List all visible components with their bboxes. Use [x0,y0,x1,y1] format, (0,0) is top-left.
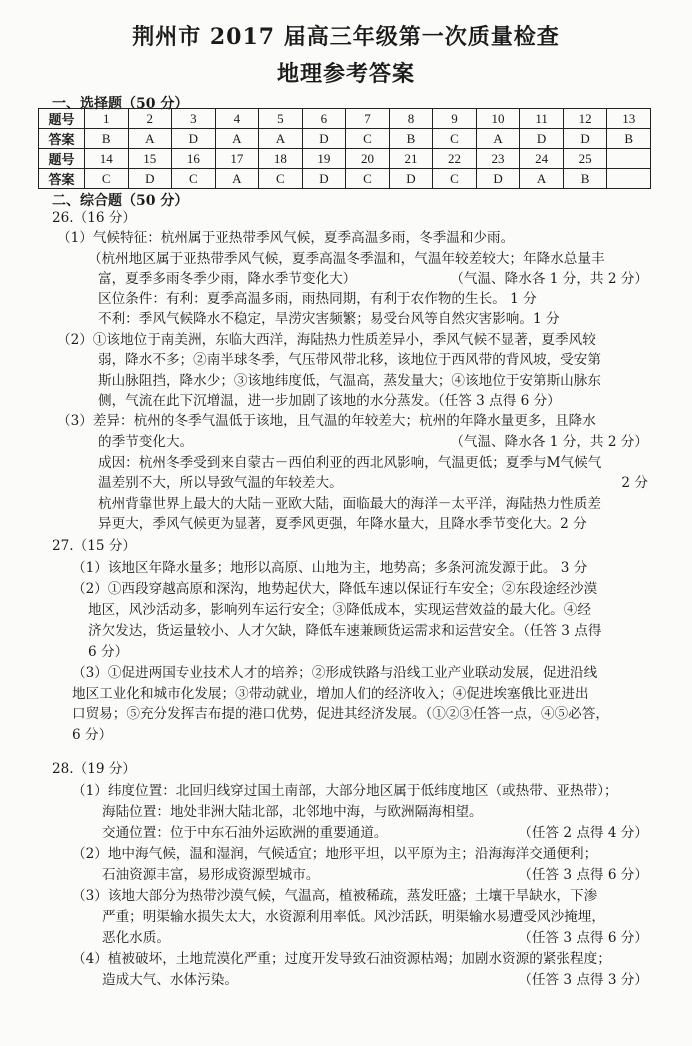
question-number-cell: 12 [563,109,607,129]
question-number-cell: 19 [302,149,346,169]
question-number-cell: 2 [128,109,172,129]
answer-line [98,270,648,288]
question-number-cell: 4 [215,109,259,129]
answer-line-text: 26.（16 分） [52,210,137,226]
answer-line [52,537,136,555]
answer-line-text: 异更大，季风气候更为显著，夏季风更强，年降水量大，且降水季节变化大。2 分 [98,516,587,532]
answer-line [88,250,605,268]
answer-line-text: 侧，气流在此下沉增温，进一步加剧了该地的水分蒸发。（任答 3 点得 6 分） [98,393,561,409]
answer-line [72,845,597,863]
page-title: 荆州市 2017 届高三年级第一次质量检查 [132,24,560,50]
question-number-cell: 22 [433,149,477,169]
answer-cell: A [128,129,172,149]
score-note: （任答 3 点得 3 分） [518,972,648,988]
answer-line [72,559,587,577]
answer-line-text: （3）差异：杭州的冬季气温低于该地，且气温的年较差大；杭州的年降水量更多，且降水 [57,413,596,429]
answer-cell: A [215,169,259,189]
score-note: （任答 3 点得 6 分） [518,867,648,883]
answer-line-text: （1）气候特征：杭州属于亚热带季风气候，夏季高温多雨，冬季温和少雨。 [57,230,515,246]
answer-line-text: 弱，降水不多；②南半球冬季，气压带风带北移，该地位于西风带的背风坡，受安第 [98,352,601,368]
answer-line-text: 区位条件：有利：夏季高温多雨，雨热同期，有利于农作物的生长。 1 分 [98,291,537,307]
score-note: 2 分 [621,475,648,491]
answer-line-text: （4）植被破坏，土地荒漠化严重；过度开发导致石油资源枯竭；加剧水资源的紧张程度； [72,951,611,967]
answer-line [102,908,605,926]
answer-line [72,705,609,723]
answer-cell: C [85,169,129,189]
question-number-cell: 14 [85,149,129,169]
answer-line-text: 6 分） [72,727,113,743]
answer-line [102,824,648,842]
answer-row [39,129,651,149]
answer-line [72,685,589,703]
answer-cell: C [433,169,477,189]
answer-line [102,971,648,989]
answer-cell: C [346,129,390,149]
answer-line-text: 27.（15 分） [52,538,137,554]
answer-table [38,108,651,189]
answer-line-text: 斯山脉阻挡，降水少；③该地纬度低，气温高，蒸发量大；④该地位于安第斯山脉东 [98,373,601,389]
answer-line [72,580,597,598]
answer-line [98,310,560,328]
question-number-cell: 13 [607,109,651,129]
question-number-cell: 20 [346,149,390,169]
answer-line-text: 的季节变化大。 [98,434,194,450]
answer-cell: C [346,169,390,189]
score-note: （任答 2 点得 4 分） [518,825,648,841]
answer-cell: D [128,169,172,189]
answer-line-text: 温差别不大，所以导致气温的年较差大。 [98,475,343,491]
section-comprehensive-heading: 二、综合题（50 分） [52,193,189,209]
answer-line-text: 28.（19 分） [52,761,137,777]
answer-line [88,643,128,661]
answer-cell: B [607,129,651,149]
answer-line-text: 造成大气、水体污染。 [102,972,238,988]
answer-line [98,392,561,410]
score-note: （气温、降水各 1 分，共 2 分） [450,434,648,450]
answer-line [72,782,618,800]
question-number-cell: 24 [520,149,564,169]
score-note: （气温、降水各 1 分，共 2 分） [450,271,648,287]
answer-line [102,866,648,884]
answer-line-text: 富，夏季多雨冬季少雨，降水季节变化大） [98,271,357,287]
question-number-cell: 1 [85,109,129,129]
question-number-cell: 11 [520,109,564,129]
answer-cell: C [259,169,303,189]
answer-line-text: （1）纬度位置：北回归线穿过国土南部，大部分地区属于低纬度地区（或热带、亚热带）； [72,783,618,799]
answer-line [52,760,136,778]
answer-cell [607,169,651,189]
question-number-cell: 18 [259,149,303,169]
question-number-cell: 15 [128,149,172,169]
answer-line-text: 地区，风沙活动多，影响列车运行安全；③降低成本，实现运营效益的最大化。④经 [88,602,591,618]
answer-line [57,412,596,430]
section-choice-heading: 一、选择题（50 分） [52,96,189,112]
answer-line [98,433,648,451]
answer-line [98,454,601,472]
answer-cell: B [563,169,607,189]
answer-cell: D [302,169,346,189]
answer-cell: C [433,129,477,149]
row-label: 答案 [39,169,85,189]
score-note: （任答 3 点得 6 分） [518,930,648,946]
answer-cell: D [302,129,346,149]
answer-line [102,929,648,947]
answer-line-text: 海陆位置：地处非洲大陆北部，北邻地中海，与欧洲隔海相望。 [102,804,483,820]
answer-line-text: 交通位置：位于中东石油外运欧洲的重要通道。 [102,825,388,841]
answer-line [72,664,597,682]
question-number-cell: 21 [389,149,433,169]
answer-line [72,950,611,968]
answer-cell: A [476,129,520,149]
answer-line-text: 成因：杭州冬季受到来自蒙古－西伯利亚的西北风影响，气温更低；夏季与M气候气 [98,455,602,471]
answer-line-text: （2）①西段穿越高原和深沟，地势起伏大，降低车速以保证行车安全；②东段途经沙漠 [72,581,598,597]
row-label: 题号 [39,109,85,129]
answer-cell: B [389,129,433,149]
question-number-cell: 9 [433,109,477,129]
question-number-cell: 7 [346,109,390,129]
answer-cell: D [520,129,564,149]
answer-line-text: （杭州地区属于亚热带季风气候，夏季高温冬季温和，气温年较差较大；年降水总量丰 [88,251,605,267]
answer-cell: D [563,129,607,149]
answer-line-text: 恶化水质。 [102,930,170,946]
answer-line [98,372,601,390]
question-number-cell: 17 [215,149,259,169]
answer-line [57,331,596,349]
answer-cell: A [215,129,259,149]
question-number-cell: 3 [172,109,216,129]
page-subtitle: 地理参考答案 [276,61,415,87]
row-label: 题号 [39,149,85,169]
answer-line [98,495,601,513]
answer-line-text: 石油资源丰富，易形成资源型城市。 [102,867,320,883]
answer-line [98,515,587,533]
answer-line-text: 杭州背靠世界上最大的大陆－亚欧大陆，面临最大的海洋－太平洋，海陆热力性质差 [98,496,601,512]
answer-cell: D [172,129,216,149]
answer-row [39,169,651,189]
question-number-cell: 8 [389,109,433,129]
question-number-row [39,109,651,129]
answer-line-text: （1）该地区年降水量多；地形以高原、山地为主，地势高；多条河流发源于此。 3 分 [72,560,588,576]
answer-cell: A [520,169,564,189]
answer-line-text: （3）该地大部分为热带沙漠气候，气温高，植被稀疏，蒸发旺盛；土壤干旱缺水，下渗 [72,888,598,904]
answer-line-text: （2）地中海气候，温和湿润，气候适宜；地形平坦，以平原为主；沿海海洋交通便利； [72,846,598,862]
answer-cell: D [389,169,433,189]
question-number-row [39,149,651,169]
answer-line [72,887,597,905]
answer-line-text: 不利：季风气候降水不稳定，旱涝灾害频繁；易受台风等自然灾害影响。1 分 [98,311,560,327]
answer-line [52,209,136,227]
question-number-cell: 16 [172,149,216,169]
answer-line [57,229,514,247]
answer-line [88,622,601,640]
answer-line [72,726,112,744]
answer-line-text: 济欠发达，货运量较小、人才欠缺，降低车速兼顾货运需求和运营安全。（任答 3 点得 [88,623,602,639]
answer-line-text: （3）①促进两国专业技术人才的培养；②形成铁路与沿线工业产业联动发展，促进沿线 [72,665,598,681]
answer-line [88,601,591,619]
question-number-cell: 25 [563,149,607,169]
answer-line-text: （2）①该地位于南美洲，东临大西洋，海陆热力性质差异小，季风气候不显著，夏季风较 [57,332,596,348]
row-label: 答案 [39,129,85,149]
question-number-cell [607,149,651,169]
question-number-cell: 10 [476,109,520,129]
question-number-cell: 23 [476,149,520,169]
answer-line [98,290,537,308]
answer-cell: C [172,169,216,189]
answer-line [98,351,601,369]
answer-line-text: 6 分） [88,644,129,660]
answer-cell: B [85,129,129,149]
answer-cell: A [259,129,303,149]
question-number-cell: 5 [259,109,303,129]
question-number-cell: 6 [302,109,346,129]
answer-line-text: 严重；明渠输水损失太大，水资源利用率低。风沙活跃，明渠输水易遭受风沙掩埋， [102,909,605,925]
answer-line [98,474,648,492]
answer-cell: D [476,169,520,189]
answer-line-text: 口贸易；⑤充分发挥吉布提的港口优势，促进其经济发展。（①②③任答一点，④⑤必答， [72,706,609,722]
answer-line-text: 地区工业化和城市化发展；③带动就业，增加人们的经济收入；④促进埃塞俄比亚进出 [72,686,589,702]
answer-line [102,803,483,821]
